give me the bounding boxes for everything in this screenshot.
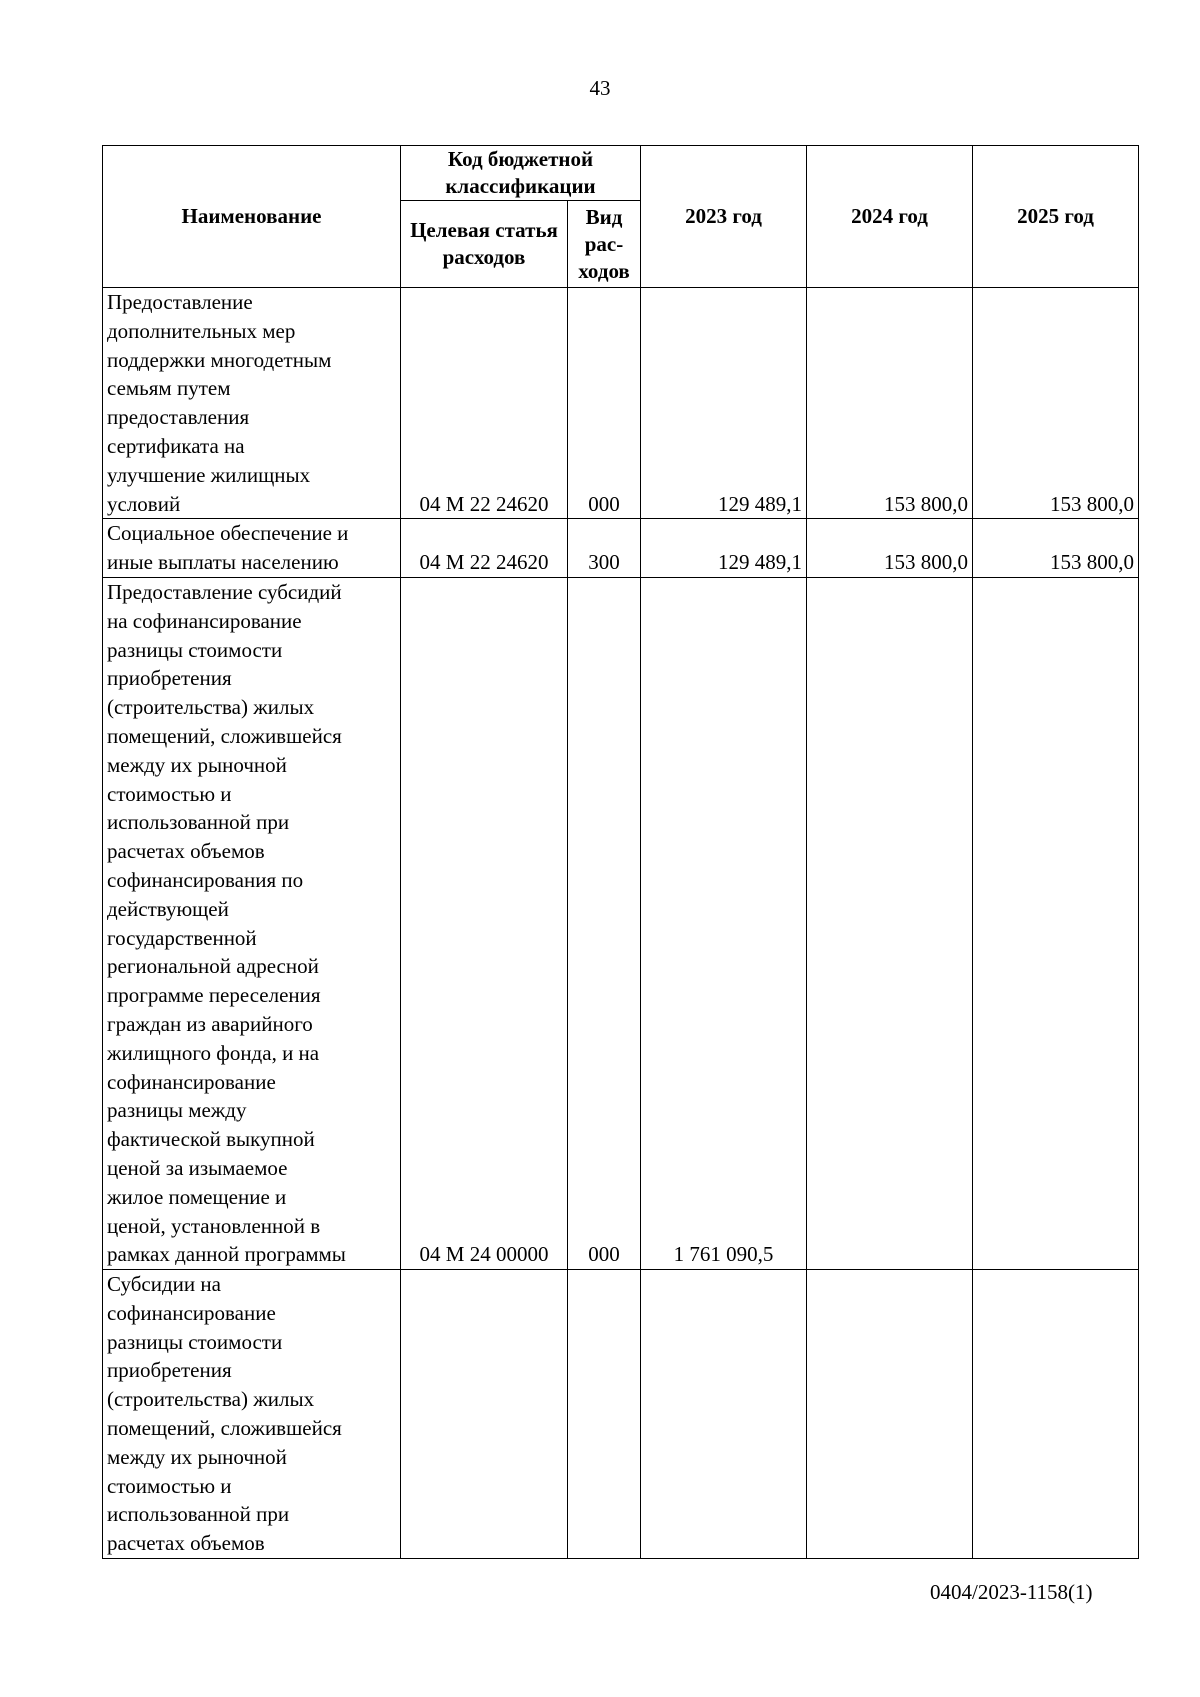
budget-table [102,145,1139,1559]
row-name-line: софинансирование [107,1069,276,1094]
table-row [103,519,1139,578]
row-value-2023: 129 489,1 [641,519,807,578]
row-name-line: расчетах объемов [107,1531,265,1556]
document-code: 0404/2023-1158(1) [930,1580,1093,1604]
row-name-line: Предоставление [107,290,253,314]
row-name-line: помещений, сложившейся [107,723,342,748]
header-2025: 2025 год [973,146,1139,288]
row-name [103,519,401,578]
row-name-line: жилое помещение и [107,1184,287,1209]
row-target-article: 04 М 24 00000 [401,577,568,1269]
row-name-line: помещений, сложившейся [107,1416,342,1441]
row-name-line: условий [107,491,181,516]
row-name-line: Субсидии на [107,1272,221,1297]
header-name: Наименование [103,146,401,288]
table-row [103,288,1139,519]
row-name-line: улучшение жилищных [107,462,311,487]
row-target-article: 04 М 22 24620 [401,519,568,578]
row-name-line: действующей [107,896,229,921]
row-name-line: между их рыночной [107,752,287,777]
row-name-line: рамках данной программы [107,1242,346,1267]
row-name [103,1270,401,1559]
row-name-line: стоимостью и [107,1473,232,1498]
table-body [103,288,1139,1559]
row-value-2023: 1 761 090,5 [641,577,807,1269]
header-2023: 2023 год [641,146,807,288]
row-name-line: программе переселения [107,983,321,1008]
row-value-2025 [973,1270,1139,1559]
row-expense-type: 000 [568,288,641,519]
row-name-line: региональной адресной [107,954,319,979]
row-expense-type: 300 [568,519,641,578]
header-code-group: Код бюджетной классификации [401,146,641,201]
row-name-line: семьям путем [107,376,231,401]
row-value-2025: 153 800,0 [973,288,1139,519]
table-header-row [103,146,1139,201]
row-name-line: (строительства) жилых [107,695,315,720]
row-name-line: расчетах объемов [107,839,265,864]
row-name-line: Предоставление субсидий [107,579,342,604]
row-name-line: Социальное обеспечение и [107,521,349,546]
row-name-line: использованной при [107,1502,290,1527]
row-name-line: ценой, установленной в [107,1213,321,1238]
row-name-line: софинансирования по [107,867,304,892]
header-expense-type: Вид рас-ходов [568,201,641,288]
header-target-article: Целевая статья расходов [401,201,568,288]
row-name-line: дополнительных мер [107,318,296,343]
row-name-line: между их рыночной [107,1444,287,1469]
page-number: 43 [589,76,611,100]
row-value-2024 [807,577,973,1269]
row-expense-type: 000 [568,577,641,1269]
row-name-line: приобретения [107,666,232,691]
row-value-2024 [807,1270,973,1559]
row-name-line: (строительства) жилых [107,1387,315,1412]
row-name-line: использованной при [107,810,290,835]
row-target-article: 04 М 22 24620 [401,288,568,519]
row-expense-type [568,1270,641,1559]
row-name-line: государственной [107,925,257,950]
row-name-line: разницы стоимости [107,1329,283,1354]
table-row [103,577,1139,1269]
row-name-line: на софинансирование [107,608,302,633]
row-name-line: разницы между [107,1098,247,1123]
row-name [103,577,401,1269]
row-name-line: поддержки многодетным [107,347,332,372]
row-target-article [401,1270,568,1559]
header-2024: 2024 год [807,146,973,288]
row-value-2025 [973,577,1139,1269]
row-name-line: жилищного фонда, и на [107,1040,320,1065]
row-name-line: сертификата на [107,433,245,458]
row-name-line: разницы стоимости [107,637,283,662]
row-value-2023: 129 489,1 [641,288,807,519]
row-name-line: приобретения [107,1358,232,1383]
row-value-2023 [641,1270,807,1559]
row-value-2025: 153 800,0 [973,519,1139,578]
row-name-line: граждан из аварийного [107,1011,313,1036]
row-value-2024: 153 800,0 [807,288,973,519]
row-name-line: стоимостью и [107,781,232,806]
table-row [103,1270,1139,1559]
row-name-line: софинансирование [107,1300,276,1325]
row-name-line: фактической выкупной [107,1127,315,1152]
row-name-line: предоставления [107,405,250,430]
row-value-2024: 153 800,0 [807,519,973,578]
row-name-line: ценой за изымаемое [107,1155,288,1180]
row-name [103,288,401,519]
row-name-line: иные выплаты населению [107,550,339,575]
